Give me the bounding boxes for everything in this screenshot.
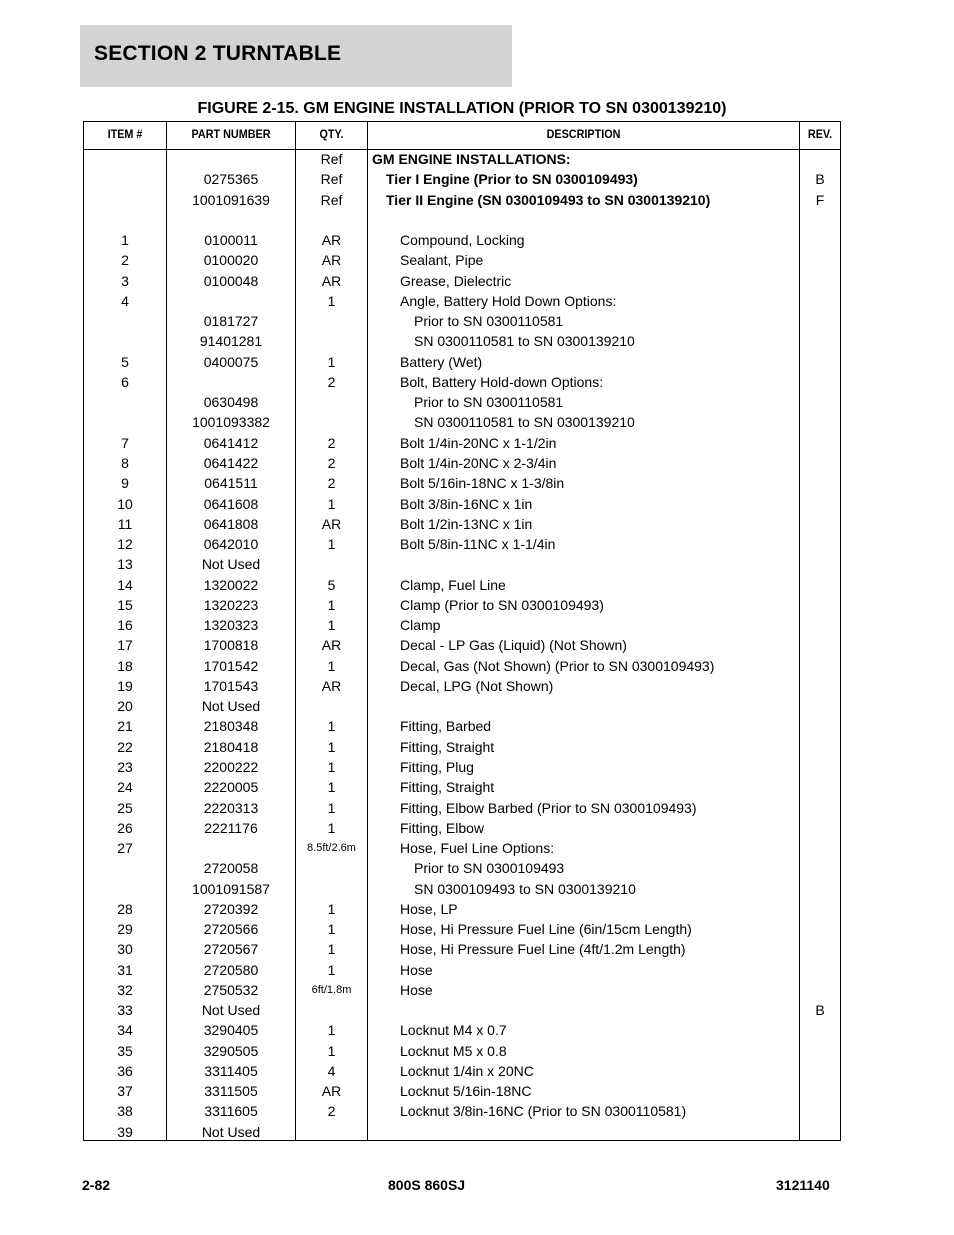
table-row (84, 353, 840, 373)
part-number: 1001091587 (192, 880, 270, 897)
item-number: 15 (117, 596, 133, 613)
table-row (84, 434, 840, 454)
description: Sealant, Pipe (400, 252, 484, 269)
part-number: 0100011 (204, 232, 258, 249)
part-number: 1700818 (203, 637, 259, 654)
description: Hose, Fuel Line Options: (400, 840, 555, 857)
table-row (84, 1082, 840, 1102)
item-number: 38 (117, 1103, 133, 1120)
quantity: 1 (327, 495, 336, 512)
item-number: 32 (117, 981, 133, 998)
item-number: 22 (117, 738, 133, 755)
quantity: AR (321, 252, 342, 269)
quantity: 4 (327, 1062, 336, 1079)
part-number: 0630498 (203, 394, 259, 411)
quantity: 1 (327, 941, 336, 958)
item-number: 3 (121, 272, 129, 289)
description: Clamp (Prior to SN 0300109493) (400, 596, 604, 613)
quantity: 6ft/1.8m (311, 983, 352, 996)
section-title: SECTION 2 TURNTABLE (94, 42, 342, 65)
quantity: 1 (327, 921, 336, 938)
item-number: 35 (117, 1042, 133, 1059)
quantity: 1 (327, 536, 336, 553)
model-number: 800S 860SJ (388, 1177, 466, 1193)
description: Locknut 1/4in x 20NC (400, 1062, 534, 1079)
item-number: 29 (117, 921, 133, 938)
quantity: 5 (327, 576, 336, 593)
description: Battery (Wet) (400, 353, 483, 370)
description: Locknut 5/16in-18NC (400, 1083, 532, 1100)
table-row (84, 1042, 840, 1062)
description: SN 0300110581 to SN 0300139210 (414, 333, 635, 350)
quantity: 1 (327, 657, 336, 674)
part-number: 3311605 (204, 1103, 258, 1120)
part-number: 1320022 (203, 576, 259, 593)
table-row (84, 880, 840, 900)
table-row (84, 251, 840, 271)
item-number: 33 (117, 1002, 133, 1019)
item-number: 23 (117, 758, 133, 775)
table-row (84, 758, 840, 778)
quantity: 1 (327, 617, 336, 634)
part-number: 0641511 (204, 475, 258, 492)
description: Locknut 3/8in-16NC (Prior to SN 0300110581) (400, 1103, 687, 1120)
description: SN 0300109493 to SN 0300139210 (414, 880, 636, 897)
description: Hose (400, 961, 433, 978)
quantity: 1 (327, 961, 336, 978)
column-header-rev: REV. (807, 127, 833, 141)
description: Fitting, Straight (400, 779, 495, 796)
part-number: 2720567 (203, 941, 259, 958)
table-row (84, 636, 840, 656)
item-number: 8 (121, 454, 129, 471)
part-number: 2200222 (203, 758, 259, 775)
quantity: Ref (320, 171, 343, 188)
part-number: 0641422 (203, 454, 259, 471)
table-row (84, 900, 840, 920)
table-row (84, 454, 840, 474)
part-number: 0181727 (203, 313, 259, 330)
part-number: 2720580 (203, 961, 259, 978)
table-row (84, 616, 840, 636)
item-number: 19 (117, 677, 133, 694)
description: Bolt 1/4in-20NC x 2-3/4in (400, 454, 557, 471)
quantity: 1 (327, 596, 336, 613)
item-number: 25 (117, 799, 133, 816)
item-number: 12 (117, 536, 133, 553)
description: Fitting, Straight (400, 738, 495, 755)
item-number: 10 (117, 495, 133, 512)
table-row (84, 677, 840, 697)
table-body (84, 150, 840, 1143)
description: Bolt 5/8in-11NC x 1-1/4in (400, 536, 556, 553)
column-header-part-number: PART NUMBER (191, 127, 271, 141)
item-number: 2 (121, 252, 129, 269)
table-row (84, 211, 840, 231)
quantity: 1 (327, 1042, 336, 1059)
revision: F (815, 191, 825, 208)
part-number: 1320323 (203, 617, 259, 634)
description: GM ENGINE INSTALLATIONS: (372, 151, 571, 167)
quantity: 1 (327, 292, 336, 309)
table-row (84, 596, 840, 616)
table-row (84, 292, 840, 312)
item-number: 39 (117, 1123, 133, 1140)
item-number: 24 (117, 779, 133, 796)
description: Fitting, Barbed (400, 718, 492, 735)
item-number: 14 (117, 576, 133, 593)
item-number: 9 (121, 475, 129, 492)
part-number: 0400075 (203, 353, 259, 370)
table-row (84, 961, 840, 981)
part-number: 1701542 (203, 657, 259, 674)
part-number: Not Used (201, 556, 261, 573)
part-number: Not Used (201, 698, 261, 715)
item-number: 13 (117, 556, 133, 573)
part-number: 2220313 (203, 799, 259, 816)
parts-table (83, 121, 841, 1141)
description: Prior to SN 0300110581 (414, 394, 564, 411)
description: Locknut M5 x 0.8 (400, 1042, 507, 1059)
table-row (84, 799, 840, 819)
quantity: 2 (327, 373, 336, 390)
quantity: 2 (327, 454, 336, 471)
part-number: 1001093382 (192, 414, 270, 431)
table-row (84, 312, 840, 332)
part-number: 2720566 (203, 921, 259, 938)
table-row (84, 393, 840, 413)
part-number: Not Used (201, 1123, 261, 1140)
item-number: 21 (117, 718, 133, 735)
table-row (84, 170, 840, 190)
description: Bolt 3/8in-16NC x 1in (400, 495, 533, 512)
table-row (84, 940, 840, 960)
table-row (84, 332, 840, 352)
table-row (84, 1123, 840, 1143)
part-number: 3311505 (204, 1083, 258, 1100)
table-row (84, 413, 840, 433)
description: Locknut M4 x 0.7 (400, 1022, 507, 1039)
table-row (84, 231, 840, 251)
description: Compound, Locking (400, 232, 525, 249)
part-number: 0100048 (203, 272, 259, 289)
item-number: 4 (121, 292, 129, 309)
part-number: 0641808 (203, 515, 259, 532)
item-number: 16 (117, 617, 133, 634)
table-row (84, 272, 840, 292)
table-row (84, 495, 840, 515)
item-number: 26 (117, 819, 133, 836)
table-row (84, 191, 840, 211)
part-number: 1320223 (203, 596, 259, 613)
table-row (84, 474, 840, 494)
document-number: 3121140 (776, 1177, 830, 1193)
description: Hose, LP (400, 900, 458, 917)
part-number: 2180348 (203, 718, 259, 735)
table-row (84, 555, 840, 575)
quantity: 2 (327, 1103, 336, 1120)
table-row (84, 1001, 840, 1021)
table-row (84, 535, 840, 555)
item-number: 11 (117, 515, 133, 532)
table-row (84, 717, 840, 737)
quantity: 1 (327, 718, 336, 735)
figure-title: FIGURE 2-15. GM ENGINE INSTALLATION (PRIOR TO SN 0300139210) (197, 100, 727, 117)
description: Clamp (400, 617, 441, 634)
item-number: 36 (117, 1062, 133, 1079)
item-number: 5 (121, 353, 129, 370)
quantity: AR (321, 272, 342, 289)
item-number: 27 (117, 840, 133, 857)
part-number: 3311405 (204, 1062, 258, 1079)
quantity: Ref (320, 191, 343, 208)
revision: B (815, 1002, 825, 1019)
quantity: 1 (327, 779, 336, 796)
table-row (84, 373, 840, 393)
description: Fitting, Plug (400, 758, 474, 775)
table-row (84, 738, 840, 758)
description: Clamp, Fuel Line (400, 576, 506, 593)
quantity: AR (321, 515, 342, 532)
part-number: 2750532 (203, 981, 259, 998)
table-row (84, 515, 840, 535)
description: Fitting, Elbow (400, 819, 485, 836)
description: Hose, Hi Pressure Fuel Line (6in/15cm Length) (400, 921, 692, 938)
description: Angle, Battery Hold Down Options: (400, 292, 617, 309)
quantity: 2 (327, 475, 336, 492)
description: SN 0300110581 to SN 0300139210 (414, 414, 635, 431)
quantity: AR (321, 1083, 342, 1100)
item-number: 7 (121, 434, 129, 451)
quantity: 1 (327, 799, 336, 816)
section-header (80, 25, 512, 87)
item-number: 37 (117, 1083, 133, 1100)
item-number: 30 (117, 941, 133, 958)
quantity: 8.5ft/2.6m (307, 842, 356, 855)
part-number: 3290505 (203, 1042, 259, 1059)
item-number: 18 (117, 657, 133, 674)
description: Bolt 5/16in-18NC x 1-3/8in (400, 475, 565, 492)
table-row (84, 981, 840, 1001)
quantity: Ref (320, 151, 343, 167)
part-number: 2720392 (203, 900, 259, 917)
table-row (84, 576, 840, 596)
table-row (84, 819, 840, 839)
item-number: 1 (121, 232, 129, 249)
item-number: 6 (121, 373, 129, 390)
quantity: 1 (327, 900, 336, 917)
quantity: AR (321, 677, 342, 694)
part-number: 2720058 (203, 860, 259, 877)
revision: B (815, 171, 825, 188)
table-row (84, 697, 840, 717)
table-row (84, 1021, 840, 1041)
description: Tier I Engine (Prior to SN 0300109493) (386, 171, 638, 188)
description: Decal - LP Gas (Liquid) (Not Shown) (400, 637, 627, 654)
item-number: 28 (117, 900, 133, 917)
quantity: 1 (327, 738, 336, 755)
quantity: 2 (327, 434, 336, 451)
description: Decal, LPG (Not Shown) (400, 677, 554, 694)
column-header-description: DESCRIPTION (546, 127, 621, 141)
part-number: 0641608 (203, 495, 259, 512)
part-number: 0642010 (203, 536, 259, 553)
table-row (84, 920, 840, 940)
description: Hose (400, 981, 433, 998)
table-row (84, 778, 840, 798)
part-number: 1001091639 (192, 191, 270, 208)
item-number: 31 (117, 961, 133, 978)
description: Prior to SN 0300110581 (414, 313, 564, 330)
part-number: 0641412 (203, 434, 259, 451)
page-number: 2-82 (82, 1177, 111, 1193)
table-row (84, 150, 840, 170)
table-row (84, 657, 840, 677)
description: Fitting, Elbow Barbed (Prior to SN 0300109493) (400, 799, 697, 816)
table-row (84, 1062, 840, 1082)
part-number: 3290405 (203, 1022, 259, 1039)
description: Decal, Gas (Not Shown) (Prior to SN 0300109493) (400, 657, 715, 674)
part-number: 2180418 (203, 738, 259, 755)
quantity: AR (321, 232, 342, 249)
quantity: 1 (327, 758, 336, 775)
part-number: 1701543 (203, 677, 259, 694)
part-number: 2220005 (203, 779, 259, 796)
description: Bolt 1/2in-13NC x 1in (400, 515, 533, 532)
part-number: 0275365 (203, 171, 259, 188)
table-row (84, 1102, 840, 1122)
column-header-item: ITEM # (107, 127, 143, 141)
description: Prior to SN 0300109493 (414, 860, 565, 877)
description: Tier II Engine (SN 0300109493 to SN 0300139210) (386, 191, 711, 208)
part-number: 0100020 (203, 252, 259, 269)
description: Bolt 1/4in-20NC x 1-1/2in (400, 434, 557, 451)
table-row (84, 839, 840, 859)
quantity: AR (321, 637, 342, 654)
part-number: 2221176 (204, 819, 258, 836)
part-number: Not Used (201, 1002, 261, 1019)
description: Grease, Dielectric (400, 272, 512, 289)
item-number: 17 (117, 637, 133, 654)
description: Hose, Hi Pressure Fuel Line (4ft/1.2m Length) (400, 941, 686, 958)
quantity: 1 (327, 353, 336, 370)
quantity: 1 (327, 819, 336, 836)
quantity: 1 (327, 1022, 336, 1039)
description: Bolt, Battery Hold-down Options: (400, 373, 604, 390)
item-number: 20 (117, 698, 133, 715)
item-number: 34 (117, 1022, 133, 1039)
column-header-qty: QTY. (319, 127, 344, 141)
table-row (84, 859, 840, 879)
part-number: 91401281 (199, 333, 263, 350)
